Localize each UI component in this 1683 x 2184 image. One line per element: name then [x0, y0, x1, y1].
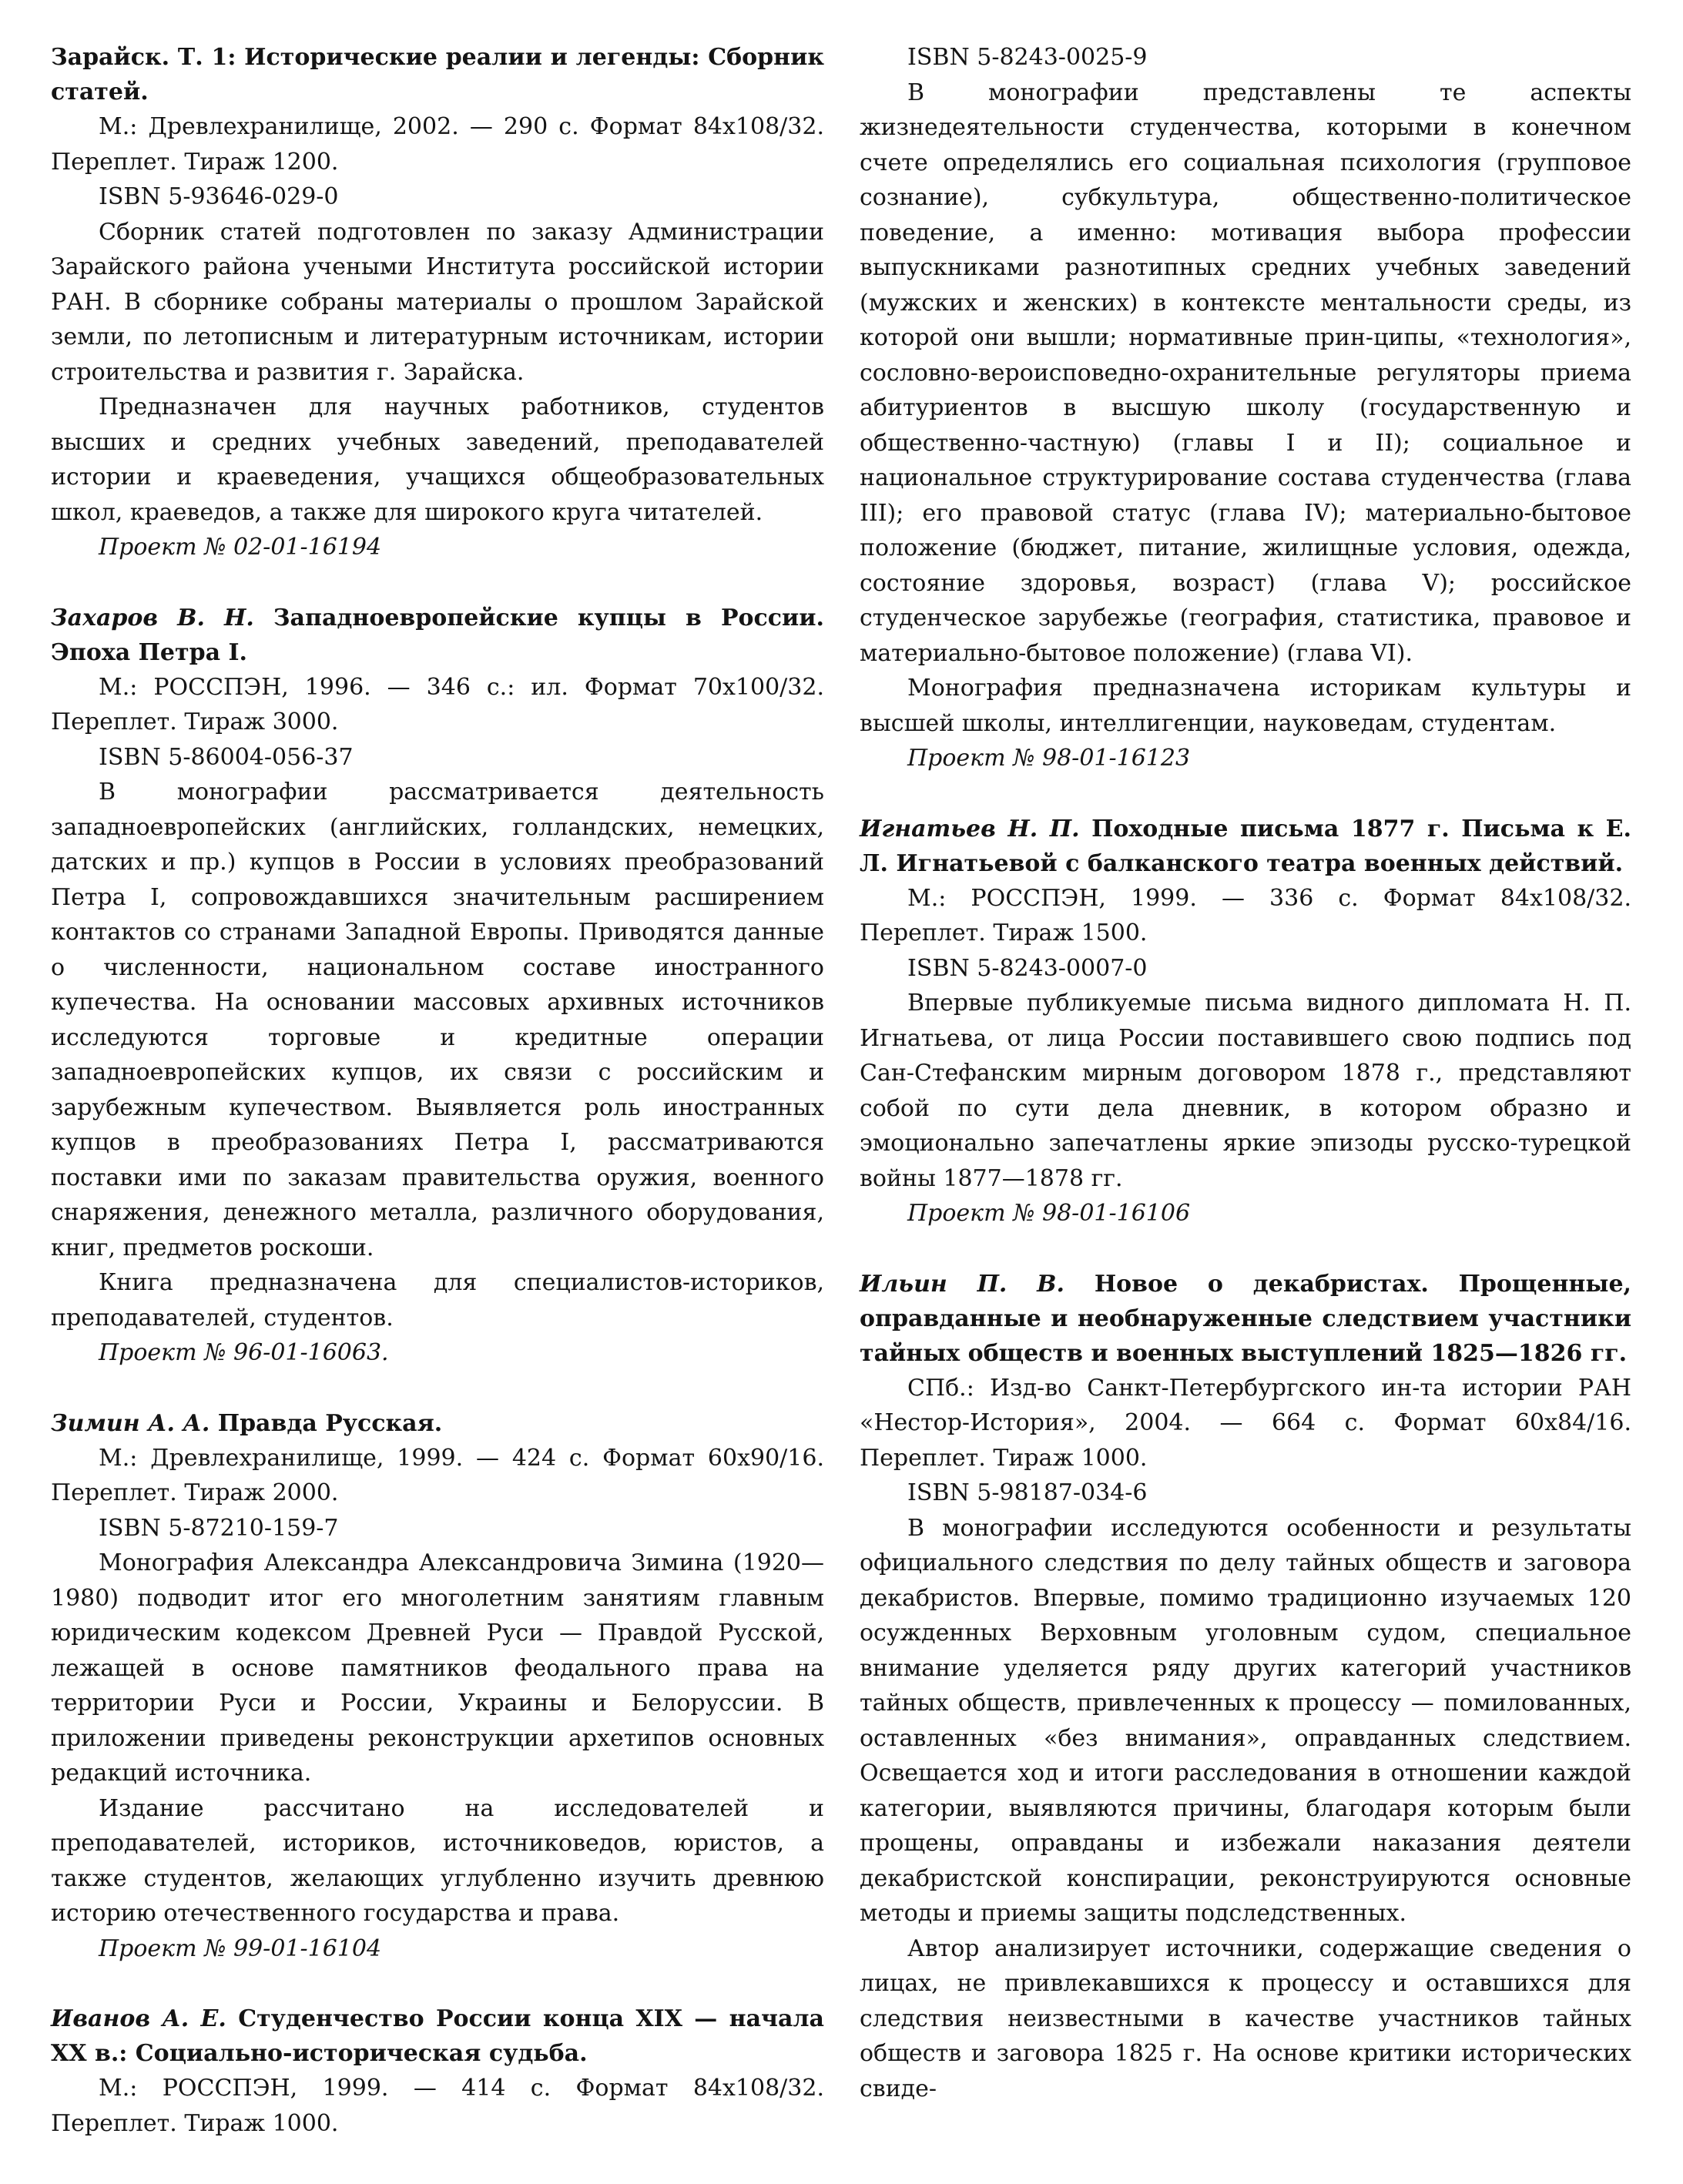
entry-author: Иванов А. Е.: [51, 2005, 226, 2032]
entry-heading: [860, 812, 1631, 881]
entry-spacer: [860, 1231, 1631, 1267]
entry-spacer: [860, 776, 1631, 812]
entry-project-number: Проект № 98-01-16123: [907, 745, 1191, 772]
entry-annotation: В монографии исследуются особенности и результаты официального следствия по делу тайных обществ и заговора декабристов. Впервые, помимо традиционно изучаемых 120 осужденных Верховным уголовным судом, специальное внимание уделяется ряду других категорий участников тайных обществ, привлеченных к процессу — помилованных, оставленных «без внимания», оправданных следствием. Освещается ход и итоги расследования в отношении каждой категории, выявляются причины, благодаря которым были прощены, оправданы и избежали наказания деятели декабристской конспирации, реконструируются основные методы и приемы защиты подследственных.: [860, 1514, 1631, 1927]
entry-isbn: ISBN 5-93646-029-0: [99, 183, 339, 210]
entry-isbn: ISBN 5-86004-056-37: [99, 743, 354, 771]
entry-imprint: М.: Древлехранилище, 2002. — 290 с. Формат 84x108/32. Переплет. Тираж 1200.: [51, 113, 824, 176]
entry-imprint: СПб.: Изд-во Санкт-Петербургского ин-та истории РАН «Нестор-История», 2004. — 664 с. Формат 60x84/16. Переплет. Тираж 1000.: [860, 1374, 1631, 1472]
left-column: [51, 40, 824, 2141]
entry-title: Новое о декабристах. Прощенные, оправданные и необнаруженные следствием участники тайных обществ и военных выступлений 1825—1826 гг.: [860, 1270, 1631, 1367]
bibliography-entry: [51, 1406, 824, 1967]
entry-project-number: Проект № 99-01-16104: [99, 1934, 382, 1962]
bibliography-entry: [860, 812, 1631, 1231]
entry-title: Походные письма 1877 г. Письма к Е. Л. Игнатьевой с балканского театра военных действий.: [860, 815, 1631, 877]
entry-annotation: В монографии рассматривается деятельность западноевропейских (английских, голландских, немецких, датских и пр.) купцов в России в условиях преобразований Петра I, сопровождавшихся значительным расширением контактов со странами Западной Европы. Приводятся данные о численности, национальном составе иностранного купечества. На основании массовых архивных источников исследуются торговые и кредитные операции западноевропейских купцов, их связи с российским и зарубежным купечеством. Выявляется роль иностранных купцов в преобразованиях Петра I, рассматриваются поставки ими по заказам правительства оружия, военного снаряжения, денежного металла, различного оборудования, книг, предметов роскоши.: [51, 779, 824, 1261]
entry-annotation: Монография Александра Александровича Зимина (1920—1980) подводит итог его многолетним занятиям главным юридическим кодексом Древней Руси — Правдой Русской, лежащей в основе памятников феодального права на территории Руси и России, Украины и Белоруссии. В приложении приведены реконструкции архетипов основных редакций источника.: [51, 1549, 824, 1787]
entry-project-number: Проект № 96-01-16063.: [99, 1339, 389, 1366]
entry-annotation: Впервые публикуемые письма видного дипломата Н. П. Игнатьева, от лица России поставившего свою подпись под Сан-Стефанским мирным договором 1878 г., представляют собой по сути дела дневник, в котором образно и эмоционально запечатлены яркие эпизоды русско-турецкой войны 1877—1878 гг.: [860, 990, 1631, 1192]
entry-isbn: ISBN 5-98187-034-6: [907, 1479, 1148, 1506]
entry-title: Правда Русская.: [217, 1409, 443, 1437]
bibliography-entry: [51, 2001, 824, 2141]
entry-isbn: ISBN 5-87210-159-7: [99, 1514, 339, 1542]
entry-spacer: [51, 1966, 824, 2001]
entry-spacer: [51, 1371, 824, 1406]
entry-author: Зимин А. А.: [51, 1409, 210, 1437]
entry-heading: [860, 1267, 1631, 1371]
entry-author: Захаров В. Н.: [51, 604, 254, 631]
bibliography-entry: [860, 1267, 1631, 2107]
entry-spacer: [51, 565, 824, 601]
entry-author: Ильин П. В.: [860, 1270, 1064, 1298]
entry-heading: [51, 40, 824, 109]
entry-annotation: Автор анализирует источники, содержащие сведения о лицах, не привлекавшихся к процессу и оставшихся для следствия неизвестными в качестве участников тайных обществ и заговора 1825 г. На основе критики исторических свиде-: [860, 1934, 1631, 2102]
entry-title: Зарайск. Т. 1: Исторические реалии и легенды: Сборник статей.: [51, 44, 824, 106]
bibliography-entry: [51, 40, 824, 565]
entry-isbn: ISBN 5-8243-0025-9: [907, 44, 1148, 71]
entry-annotation: Сборник статей подготовлен по заказу Администрации Зарайского района учеными Института российской истории РАН. В сборнике собраны материалы о прошлом Зарайской земли, по летописным и литературным источникам, истории строительства и развития г. Зарайска.: [51, 218, 824, 386]
entry-project-number: Проект № 98-01-16106: [907, 1200, 1191, 1227]
entry-heading: [51, 601, 824, 670]
entry-imprint: М.: РОССПЭН, 1999. — 336 с. Формат 84x108/32. Переплет. Тираж 1500.: [860, 884, 1631, 946]
entry-annotation: Книга предназначена для специалистов-историков, преподавателей, студентов.: [51, 1269, 824, 1332]
entry-annotation: Предназначен для научных работников, студентов высших и средних учебных заведений, преподавателей истории и краеведения, учащихся общеобразовательных школ, краеведов, а также для широкого круга читателей.: [51, 394, 824, 526]
entry-title: Западноевропейские купцы в России. Эпоха Петра I.: [51, 604, 824, 666]
entry-heading: [51, 2001, 824, 2071]
entry-annotation: Монография предназначена историкам культуры и высшей школы, интеллигенции, науковедам, студентам.: [860, 675, 1631, 737]
bibliography-entry: [51, 601, 824, 1371]
entry-project-number: Проект № 02-01-16194: [99, 534, 382, 561]
entry-heading: [51, 1406, 824, 1441]
bibliography-entry: [860, 40, 1631, 776]
entry-annotation: В монографии представлены те аспекты жизнедеятельности студенчества, которыми в конечном счете определялись его социальная психология (групповое сознание), субкультура, общественно-политическое поведение, а именно: мотивация выбора профессии выпускниками разнотипных средних учебных заведений (мужских и женских) в контексте ментальности среды, из которой они вышли; нормативные прин-ципы, «технология», сословно-вероисповедно-охранительные регуляторы приема абитуриентов в высшую школу (государственную и общественно-частную) (главы I и II); социальное и национальное структурирование состава студенчества (глава III); его правовой статус (глава IV); материально-бытовое положение (бюджет, питание, жилищные условия, одежда, состояние здоровья, возраст) (глава V); российское студенческое зарубежье (география, статистика, правовое и материально-бытовое положение) (глава VI).: [860, 79, 1631, 667]
entry-title: Студенчество России конца XIX — начала XX в.: Социально-историческая судьба.: [51, 2005, 824, 2067]
right-column: [860, 40, 1631, 2106]
entry-imprint: М.: РОССПЭН, 1999. — 414 с. Формат 84x108/32. Переплет. Тираж 1000.: [51, 2075, 824, 2137]
entry-annotation: Издание рассчитано на исследователей и преподавателей, историков, источниковедов, юристов, а также студентов, желающих углубленно изучить древнюю историю отечественного государства и права.: [51, 1794, 824, 1927]
entry-imprint: М.: РОССПЭН, 1996. — 346 с.: ил. Формат 70x100/32. Переплет. Тираж 3000.: [51, 673, 824, 735]
entry-imprint: М.: Древлехранилище, 1999. — 424 с. Формат 60x90/16. Переплет. Тираж 2000.: [51, 1444, 824, 1506]
entry-author: Игнатьев Н. П.: [860, 815, 1080, 842]
entry-isbn: ISBN 5-8243-0007-0: [907, 954, 1148, 982]
